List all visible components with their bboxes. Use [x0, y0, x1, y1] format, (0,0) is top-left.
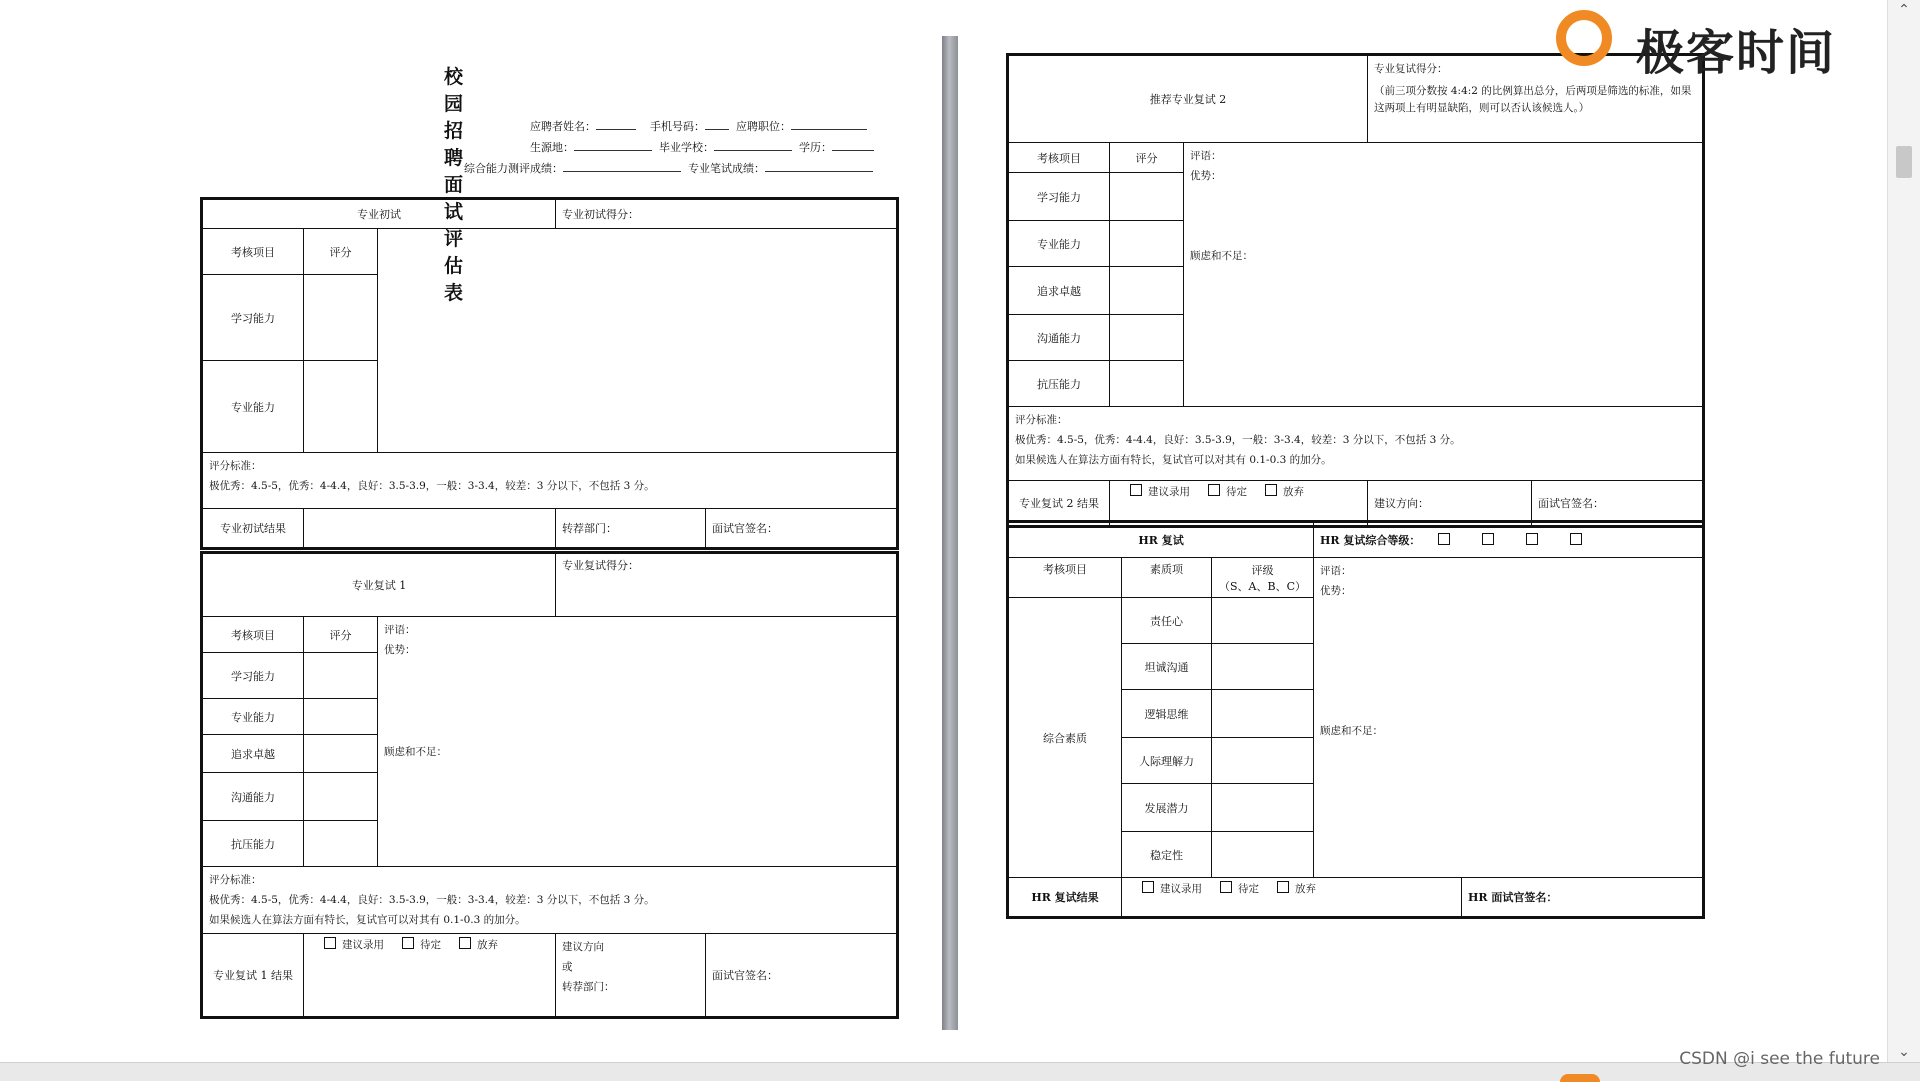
ability-score-label: 综合能力测评成绩： — [464, 162, 563, 175]
phone-label: 手机号码： — [650, 120, 705, 133]
criteria-text: 极优秀：4.5-5，优秀：4-4.4，良好：3.5-3.9，一般：3-3.4，较差：3 分以下，不包括 3 分。 — [1015, 434, 1461, 446]
review2-signature-label: 面试官签名： — [1532, 481, 1704, 527]
rating-header-label: 评级 — [1251, 563, 1274, 577]
hr-quality: 发展潜力 — [1122, 784, 1212, 832]
option-recommend-label: 建议录用 — [1160, 883, 1202, 895]
criteria-title: 评分标准： — [209, 460, 262, 472]
ability-score-blank[interactable] — [563, 161, 681, 172]
option-recommend-label: 建议录用 — [1148, 486, 1190, 498]
initial-result-cell[interactable] — [304, 509, 556, 549]
hr-rating-cell[interactable] — [1212, 598, 1314, 644]
initial-comment-area[interactable] — [378, 229, 898, 453]
option-recommend-label: 建议录用 — [342, 939, 384, 951]
criteria-extra: 如果候选人在算法方面有特长，复试官可以对其有 0.1-0.3 的加分。 — [1015, 454, 1332, 466]
initial-score-label: 专业初试得分： — [556, 199, 898, 229]
hr-rating-header — [1212, 558, 1314, 598]
review2-score-cell[interactable] — [1110, 267, 1184, 315]
review1-score-cell[interactable] — [304, 821, 378, 867]
phone-blank[interactable] — [705, 119, 729, 130]
hr-level-label: HR 复试综合等级： — [1320, 534, 1421, 547]
review2-section-title: 推荐专业复试 2 — [1008, 55, 1368, 143]
hr-rating-cell[interactable] — [1212, 738, 1314, 784]
initial-criteria — [202, 453, 898, 509]
review1-score-cell[interactable] — [304, 653, 378, 699]
comment-label: 评语： — [1320, 565, 1352, 577]
degree-label: 学历： — [799, 141, 832, 154]
direction-label: 建议方向 — [562, 941, 605, 953]
review1-score-cell[interactable] — [304, 699, 378, 735]
hr-rating-cell[interactable] — [1212, 690, 1314, 738]
checkbox-pending[interactable] — [1220, 881, 1232, 893]
checkbox-recommend[interactable] — [1130, 484, 1142, 496]
review1-score-cell[interactable] — [304, 773, 378, 821]
review1-item: 抗压能力 — [202, 821, 304, 867]
option-pending-label: 待定 — [1238, 883, 1259, 895]
hr-category: 综合素质 — [1008, 598, 1122, 878]
checkbox-pending[interactable] — [1208, 484, 1220, 496]
strength-label: 优势： — [1190, 170, 1222, 182]
hr-quality: 逻辑思维 — [1122, 690, 1212, 738]
degree-blank[interactable] — [832, 140, 874, 151]
hr-quality: 人际理解力 — [1122, 738, 1212, 784]
initial-item-header: 考核项目 — [202, 229, 304, 275]
review1-item: 追求卓越 — [202, 735, 304, 773]
review2-item: 学习能力 — [1008, 173, 1110, 221]
option-reject-label: 放弃 — [477, 939, 498, 951]
review2-score-cell[interactable] — [1110, 315, 1184, 361]
review1-score-label: 专业复试得分： — [556, 553, 898, 617]
logo-fragment — [1560, 1074, 1600, 1082]
checkbox-reject[interactable] — [459, 937, 471, 949]
hr-comment-area[interactable] — [1314, 558, 1704, 878]
initial-score-header: 评分 — [304, 229, 378, 275]
review2-score-label: 专业复试得分： — [1374, 63, 1448, 75]
transfer-label: 转荐部门： — [562, 981, 615, 993]
review1-signature-label: 面试官签名： — [706, 934, 898, 1018]
position-label: 应聘职位： — [736, 120, 791, 133]
name-blank[interactable] — [596, 119, 636, 130]
review2-score-cell[interactable] — [1110, 173, 1184, 221]
hr-level-row — [1314, 522, 1704, 558]
hr-section-title: HR 复试 — [1008, 522, 1314, 558]
csdn-watermark: CSDN @i see the future — [1679, 1049, 1880, 1069]
initial-score-cell[interactable] — [304, 361, 378, 453]
scroll-down-arrow-icon[interactable]: ⌄ — [1898, 1044, 1910, 1060]
written-score-label: 专业笔试成绩： — [688, 162, 765, 175]
logo-ring-icon — [1556, 10, 1612, 66]
level-checkbox-2[interactable] — [1482, 533, 1494, 545]
name-label: 应聘者姓名： — [530, 120, 596, 133]
concern-label: 顾虑和不足： — [1190, 250, 1253, 262]
review1-comment-area[interactable] — [378, 617, 898, 867]
hr-quality-header: 素质项 — [1122, 558, 1212, 598]
initial-item: 专业能力 — [202, 361, 304, 453]
hr-item-header: 考核项目 — [1008, 558, 1122, 598]
review1-score-header: 评分 — [304, 617, 378, 653]
checkbox-reject[interactable] — [1277, 881, 1289, 893]
hr-rating-cell[interactable] — [1212, 644, 1314, 690]
checkbox-reject[interactable] — [1265, 484, 1277, 496]
school-label: 毕业学校： — [659, 141, 714, 154]
review2-score-cell[interactable] — [1110, 221, 1184, 267]
option-pending-label: 待定 — [1226, 486, 1247, 498]
review1-score-cell[interactable] — [304, 735, 378, 773]
hr-quality: 责任心 — [1122, 598, 1212, 644]
review1-result-label: 专业复试 1 结果 — [202, 934, 304, 1018]
geektime-logo — [1556, 8, 1846, 78]
hr-options — [1122, 878, 1462, 918]
review2-comment-area[interactable] — [1184, 143, 1704, 407]
review1-item: 专业能力 — [202, 699, 304, 735]
vertical-scrollbar[interactable] — [1887, 0, 1920, 1062]
logo-text: 极客时间 — [1636, 25, 1837, 78]
concern-label: 顾虑和不足： — [1320, 725, 1384, 737]
level-checkbox-3[interactable] — [1526, 533, 1538, 545]
strength-label: 优势： — [384, 644, 416, 656]
review1-item: 学习能力 — [202, 653, 304, 699]
level-checkbox-4[interactable] — [1570, 533, 1582, 545]
initial-signature-label: 面试官签名： — [706, 509, 898, 549]
school-blank[interactable] — [714, 140, 792, 151]
option-reject-label: 放弃 — [1295, 883, 1316, 895]
birthplace-label: 生源地： — [530, 141, 574, 154]
concern-label: 顾虑和不足： — [384, 746, 447, 758]
initial-section-title: 专业初试 — [202, 199, 556, 229]
initial-transfer-label: 转荐部门： — [556, 509, 706, 549]
or-label: 或 — [562, 961, 573, 973]
horizontal-scrollbar[interactable] — [0, 1062, 1920, 1081]
hr-quality: 坦诚沟通 — [1122, 644, 1212, 690]
form-title: 校园招聘面试评估表 — [444, 66, 468, 304]
criteria-extra: 如果候选人在算法方面有特长，复试官可以对其有 0.1-0.3 的加分。 — [209, 914, 526, 926]
criteria-text: 极优秀：4.5-5，优秀：4-4.4，良好：3.5-3.9，一般：3-3.4，较差：3 分以下，不包括 3 分。 — [209, 894, 655, 906]
checkbox-pending[interactable] — [402, 937, 414, 949]
criteria-title: 评分标准： — [1015, 414, 1068, 426]
review2-direction-label[interactable]: 建议方向： — [1368, 481, 1532, 527]
review2-item: 沟通能力 — [1008, 315, 1110, 361]
scroll-thumb[interactable] — [1896, 146, 1912, 178]
birthplace-blank[interactable] — [574, 140, 652, 151]
review1-criteria — [202, 867, 898, 934]
criteria-title: 评分标准： — [209, 874, 262, 886]
hr-rating-cell[interactable] — [1212, 832, 1314, 878]
checkbox-recommend[interactable] — [324, 937, 336, 949]
review1-table — [200, 551, 899, 1019]
review2-item-header: 考核项目 — [1008, 143, 1110, 173]
scroll-up-arrow-icon[interactable]: ⌃ — [1898, 2, 1910, 18]
page-divider — [942, 36, 958, 1030]
comment-label: 评语： — [384, 624, 416, 636]
review1-item: 沟通能力 — [202, 773, 304, 821]
review2-result-label: 专业复试 2 结果 — [1008, 481, 1110, 527]
option-reject-label: 放弃 — [1283, 486, 1304, 498]
hr-signature-label: HR 面试官签名： — [1462, 878, 1704, 918]
hr-rating-cell[interactable] — [1212, 784, 1314, 832]
header-row-2 — [530, 139, 874, 155]
initial-score-cell[interactable] — [304, 275, 378, 361]
review1-section-title: 专业复试 1 — [202, 553, 556, 617]
review2-table — [1006, 53, 1705, 528]
position-blank[interactable] — [791, 119, 867, 130]
header-row-1 — [530, 118, 867, 134]
written-score-blank[interactable] — [765, 161, 873, 172]
hr-table — [1006, 520, 1705, 919]
comment-label: 评语： — [1190, 150, 1222, 162]
review2-score-cell[interactable] — [1110, 361, 1184, 407]
review2-item: 专业能力 — [1008, 221, 1110, 267]
review1-options — [304, 934, 556, 1018]
review1-direction[interactable] — [556, 934, 706, 1018]
review2-item: 抗压能力 — [1008, 361, 1110, 407]
review2-criteria — [1008, 407, 1704, 481]
initial-interview-table — [200, 197, 899, 550]
review1-item-header: 考核项目 — [202, 617, 304, 653]
strength-label: 优势： — [1320, 585, 1352, 597]
review2-item: 追求卓越 — [1008, 267, 1110, 315]
initial-result-label: 专业初试结果 — [202, 509, 304, 549]
review2-score-header: 评分 — [1110, 143, 1184, 173]
header-row-3 — [464, 160, 873, 176]
rating-scale: （S、A、B、C） — [1219, 579, 1306, 593]
review2-score-note: （前三项分数按 4:4:2 的比例算出总分，后两项是筛选的标准，如果这两项上有明显缺陷，则可以否认该候选人。） — [1374, 85, 1692, 114]
checkbox-recommend[interactable] — [1142, 881, 1154, 893]
option-pending-label: 待定 — [420, 939, 441, 951]
initial-item: 学习能力 — [202, 275, 304, 361]
hr-quality: 稳定性 — [1122, 832, 1212, 878]
level-checkbox-1[interactable] — [1438, 533, 1450, 545]
hr-result-label: HR 复试结果 — [1008, 878, 1122, 918]
criteria-text: 极优秀：4.5-5，优秀：4-4.4，良好：3.5-3.9，一般：3-3.4，较差：3 分以下，不包括 3 分。 — [209, 480, 655, 492]
